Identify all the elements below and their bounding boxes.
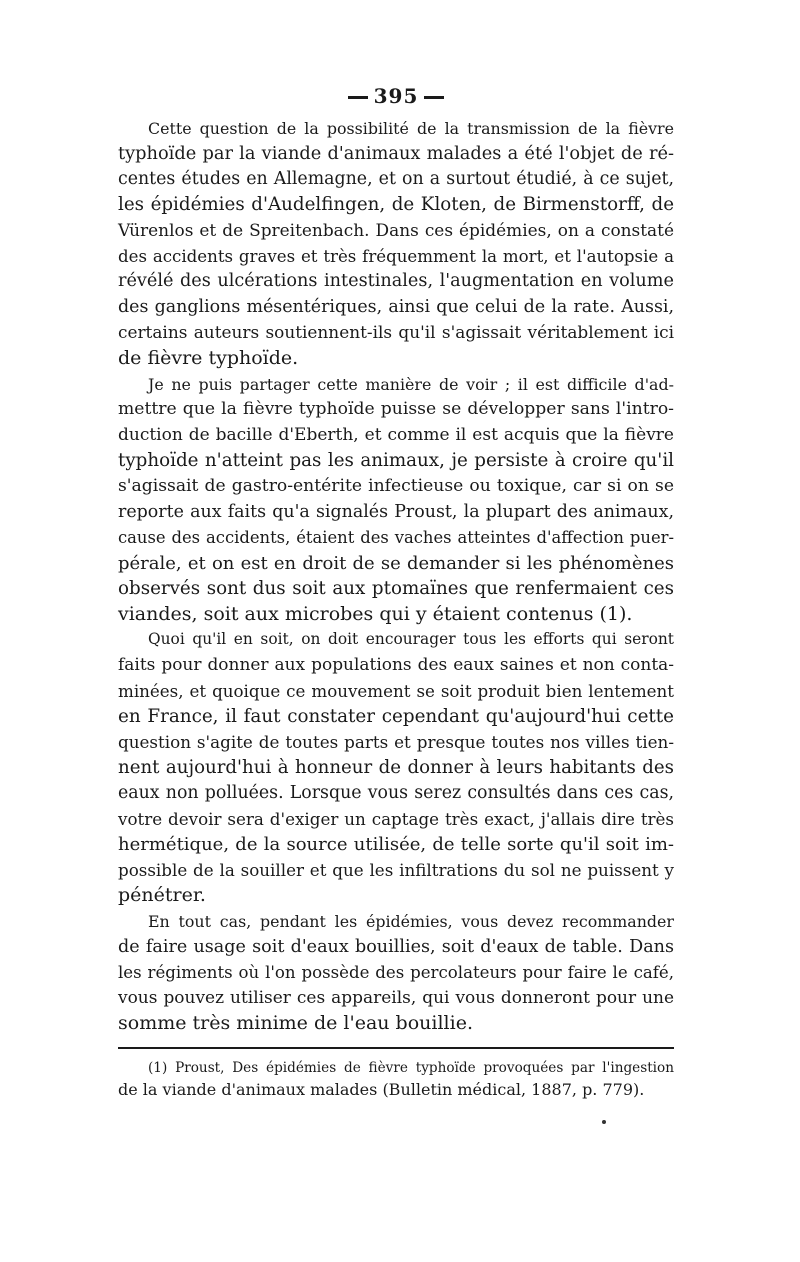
text-line: eaux non polluées. Lorsque vous serez consultés dans ces cas, [118, 783, 674, 804]
text-line: reporte aux faits qu'a signalés Proust, la plupart des animaux, [118, 501, 674, 522]
paragraph-2 [118, 372, 674, 628]
text-line: Je ne puis partager cette manière de voir ; il est difficile d'ad- [148, 374, 674, 394]
text-line: centes études en Allemagne, et on a surtout étudié, à ce sujet, [118, 168, 674, 189]
text-line: Quoi qu'il en soit, on doit encourager tous les efforts qui seront [148, 630, 674, 649]
text-line: En tout cas, pendant les épidémies, vous devez recommander [148, 912, 674, 931]
text-line: viandes, soit aux microbes qui y étaient contenus (1). [118, 602, 633, 625]
footnote [118, 1057, 674, 1101]
text-line: des ganglions mésentériques, ainsi que celui de la rate. Aussi, [118, 296, 674, 317]
text-line: cause des accidents, étaient des vaches atteintes d'affection puer- [118, 528, 674, 548]
text-line: de fièvre typhoïde. [118, 346, 299, 369]
text-line: typhoïde par la viande d'animaux malades a été l'objet de ré- [118, 143, 674, 165]
text-line: minées, et quoique ce mouvement se soit produit bien lentement [118, 680, 674, 701]
dash-left [348, 96, 368, 99]
text-line: votre devoir sera d'exiger un captage très exact, j'allais dire très [118, 808, 674, 829]
footnote-line: de la viande d'animaux malades (Bulletin médical, 1887, p. 779). [118, 1079, 645, 1099]
text-line: mettre que la fièvre typhoïde puisse se développer sans l'intro- [118, 399, 674, 420]
text-line: les régiments où l'on possède des percolateurs pour faire le café, [118, 963, 674, 983]
text-line: les épidémies d'Audelfingen, de Kloten, de Birmenstorff, de [118, 194, 674, 216]
page-body [118, 84, 674, 1101]
text-line: de faire usage soit d'eaux bouillies, soit d'eaux de table. Dans [118, 936, 674, 957]
dash-right [424, 96, 444, 99]
text-line: pénétrer. [118, 884, 206, 907]
text-line: duction de bacille d'Eberth, et comme il est acquis que la fièvre [118, 424, 674, 445]
text-line: s'agissait de gastro-entérite infectieuse ou toxique, car si on se [118, 475, 674, 496]
text-line: vous pouvez utiliser ces appareils, qui vous donneront pour une [118, 987, 674, 1008]
text-line: pérale, et on est en droit de se demander si les phénomènes [118, 552, 674, 574]
footnote-divider [118, 1047, 674, 1049]
text-line: somme très minime de l'eau bouillie. [118, 1012, 473, 1035]
text-line: Vürenlos et de Spreitenbach. Dans ces épidémies, on a constaté [118, 219, 674, 240]
text-line: faits pour donner aux populations des eaux saines et non conta- [118, 655, 674, 676]
page-number-text: 395 [373, 84, 419, 108]
text-line: certains auteurs soutiennent-ils qu'il s'agissait véritablement ici [118, 322, 674, 343]
text-line: typhoïde n'atteint pas les animaux, je persiste à croire qu'il [118, 450, 674, 472]
text-line: nent aujourd'hui à honneur de donner à leurs habitants des [118, 757, 674, 779]
text-line: révélé des ulcérations intestinales, l'augmentation en volume [118, 271, 674, 292]
page-number [118, 84, 674, 110]
paragraph-4 [118, 909, 674, 1037]
footnote-line: (1) Proust, Des épidémies de fièvre typhoïde provoquées par l'ingestion [148, 1059, 674, 1076]
text-line: observés sont dus soit aux ptomaïnes que renfermaient ces [118, 578, 674, 600]
paragraph-1 [118, 116, 674, 372]
text-line: hermétique, de la source utilisée, de telle sorte qu'il soit im- [118, 834, 674, 856]
ink-dot [602, 1120, 606, 1124]
text-line: question s'agite de toutes parts et presque toutes nos villes tien- [118, 731, 674, 752]
text-line: Cette question de la possibilité de la transmission de la fièvre [148, 118, 674, 138]
text-line: en France, il faut constater cependant qu'aujourd'hui cette [118, 706, 674, 728]
text-line: des accidents graves et très fréquemment la mort, et l'autopsie a [118, 246, 674, 266]
text-line: possible de la souiller et que les infiltrations du sol ne puissent y [118, 859, 674, 880]
paragraph-3 [118, 627, 674, 909]
